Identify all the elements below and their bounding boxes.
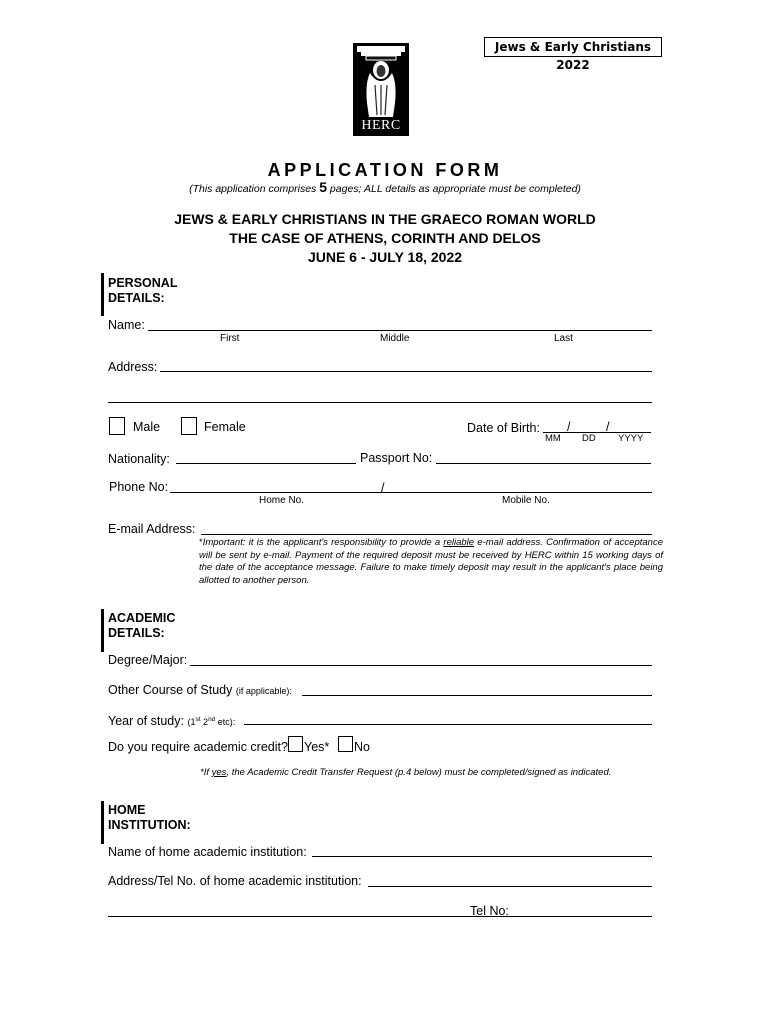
name-middle-caption: Middle xyxy=(380,333,410,344)
other-course-label xyxy=(108,683,292,698)
home-address-field-line2[interactable] xyxy=(108,916,652,917)
address-field-line1[interactable] xyxy=(160,371,652,372)
home-name-label: Name of home academic institution: xyxy=(108,845,307,859)
form-title: APPLICATION FORM xyxy=(267,160,503,180)
dob-mm-caption: MM xyxy=(545,433,561,444)
phone-sep: / xyxy=(381,481,385,495)
email-field[interactable] xyxy=(201,534,652,535)
home-heading xyxy=(108,803,191,833)
female-checkbox[interactable] xyxy=(181,417,197,435)
personal-heading-line2: DETAILS: xyxy=(108,291,165,305)
dob-dd-caption: DD xyxy=(582,433,596,444)
home-tel-label: Tel No: xyxy=(470,904,509,918)
name-first-caption: First xyxy=(220,333,240,344)
academic-section-bar xyxy=(101,609,104,652)
year-text: Year of study: xyxy=(108,714,184,728)
dob-sep1: / xyxy=(567,420,571,434)
year-label xyxy=(108,713,235,729)
home-name-field[interactable] xyxy=(312,856,652,857)
email-note-part1: : it is the applicant's responsibility to provide a xyxy=(242,537,444,548)
program-line3: JUNE 6 - JULY 18, 2022 xyxy=(307,249,463,265)
phone-field[interactable] xyxy=(170,492,652,493)
dob-yyyy-caption: YYYY xyxy=(618,433,644,444)
nationality-label: Nationality: xyxy=(108,452,170,466)
dob-sep2: / xyxy=(606,420,610,434)
name-field[interactable] xyxy=(148,330,652,331)
address-label: Address: xyxy=(108,360,158,374)
email-note-important: Important xyxy=(202,537,243,548)
home-no-caption: Home No. xyxy=(259,495,305,506)
other-course-field[interactable] xyxy=(302,695,652,696)
other-course-text: Other Course of Study xyxy=(108,683,233,697)
dob-label: Date of Birth: xyxy=(467,421,540,435)
name-last-caption: Last xyxy=(554,333,573,344)
subtitle-after: pages; ALL details as appropriate must be completed) xyxy=(327,183,581,195)
personal-section-bar xyxy=(101,273,104,316)
program-title xyxy=(0,210,770,267)
credit-yes-checkbox[interactable] xyxy=(288,736,303,752)
other-course-hint: (if applicable): xyxy=(235,686,292,696)
email-note-part2: e-mail address. Confirmation of acceptance will be sent by e-mail. Payment of the required deposit must be received by HERC within 15 working days of the date of the acceptance message. Failure to make timely deposit may result in the applicant's place being allotted to another person. xyxy=(199,537,663,586)
email-note xyxy=(199,537,663,587)
home-address-label: Address/Tel No. of home academic institution: xyxy=(108,874,362,888)
academic-heading xyxy=(108,611,175,641)
passport-field[interactable] xyxy=(436,463,651,464)
program-line2: THE CASE OF ATHENS, CORINTH AND DELOS xyxy=(229,230,541,246)
logo-text: HERC xyxy=(361,118,401,133)
personal-heading xyxy=(108,276,177,306)
herc-logo xyxy=(353,43,409,136)
credit-note-prefix: *If xyxy=(200,767,212,778)
academic-heading-line2: DETAILS: xyxy=(108,626,165,640)
form-subtitle xyxy=(0,180,770,196)
header-tag: Jews & Early Christians 2022 xyxy=(484,37,662,57)
nationality-field[interactable] xyxy=(176,463,356,464)
home-section-bar xyxy=(101,801,104,844)
name-label: Name: xyxy=(108,318,145,332)
credit-yes-label: Yes* xyxy=(304,740,330,754)
male-checkbox[interactable] xyxy=(109,417,125,435)
address-field-line2[interactable] xyxy=(108,402,652,403)
email-note-star: * xyxy=(199,537,203,548)
academic-heading-line1: ACADEMIC xyxy=(108,611,176,625)
year-hint: (1st 2nd etc): xyxy=(187,716,236,727)
credit-question: Do you require academic credit? xyxy=(108,740,288,754)
email-label: E-mail Address: xyxy=(108,522,196,536)
male-label: Male xyxy=(133,420,161,434)
home-heading-line2: INSTITUTION: xyxy=(108,818,191,832)
mobile-no-caption: Mobile No. xyxy=(502,495,550,506)
credit-no-label: No xyxy=(354,740,370,754)
personal-heading-line1: PERSONAL xyxy=(108,276,178,290)
credit-note-yes: yes xyxy=(211,767,227,778)
phone-label: Phone No: xyxy=(109,480,169,494)
subtitle-pages: 5 xyxy=(319,179,328,195)
email-note-reliable: reliable xyxy=(443,537,475,548)
credit-note-suffix: , the Academic Credit Transfer Request (p.4 below) must be completed/signed as indicated. xyxy=(226,767,612,778)
degree-field[interactable] xyxy=(190,665,652,666)
home-heading-line1: HOME xyxy=(108,803,146,817)
female-label: Female xyxy=(204,420,246,434)
subtitle-before: (This application comprises xyxy=(189,183,320,195)
credit-note xyxy=(200,767,611,780)
degree-label: Degree/Major: xyxy=(108,653,188,667)
year-field[interactable] xyxy=(244,724,652,725)
credit-no-checkbox[interactable] xyxy=(338,736,353,752)
passport-label: Passport No: xyxy=(360,451,433,465)
program-line1: JEWS & EARLY CHRISTIANS IN THE GRAECO ROMAN WORLD xyxy=(174,211,596,227)
home-address-field[interactable] xyxy=(368,886,652,887)
